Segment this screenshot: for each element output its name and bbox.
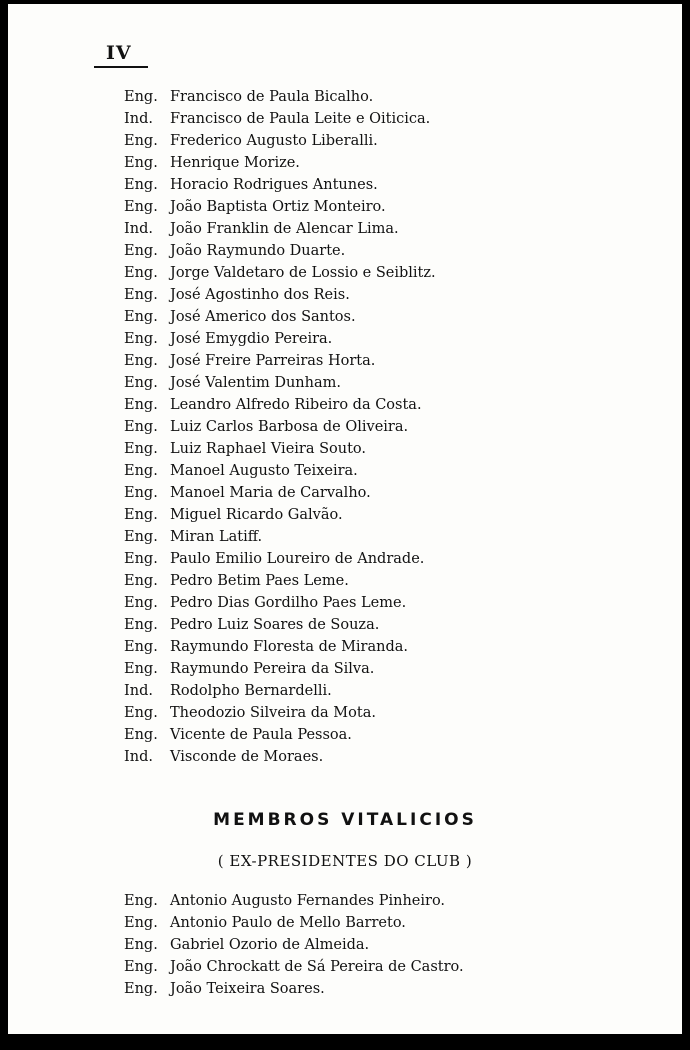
member-title: Eng. (124, 243, 158, 259)
member-title: Eng. (124, 507, 158, 523)
list-item (124, 416, 408, 438)
member-name: Pedro Betim Paes Leme. (170, 573, 349, 589)
member-title: Eng. (124, 265, 158, 281)
member-title: Eng. (124, 375, 158, 391)
member-name: Frederico Augusto Liberalli. (170, 133, 378, 149)
member-title: Ind. (124, 111, 153, 127)
member-title: Eng. (124, 727, 158, 743)
list-item (124, 978, 325, 1000)
member-name: João Teixeira Soares. (170, 981, 325, 997)
list-item (124, 934, 369, 956)
member-title: Eng. (124, 551, 158, 567)
member-name: Henrique Morize. (170, 155, 300, 171)
list-item (124, 504, 343, 526)
member-name: Gabriel Ozorio de Almeida. (170, 937, 370, 953)
member-title: Eng. (124, 133, 158, 149)
list-item (124, 284, 350, 306)
member-title: Ind. (124, 749, 153, 765)
member-name: José Valentim Dunham. (170, 375, 341, 391)
member-name: João Franklin de Alencar Lima. (170, 221, 399, 237)
member-title: Eng. (124, 595, 158, 611)
member-title: Eng. (124, 617, 158, 633)
member-name: Luiz Carlos Barbosa de Oliveira. (170, 419, 409, 435)
member-name: Manoel Maria de Carvalho. (170, 485, 371, 501)
member-name: Theodozio Silveira da Mota. (170, 705, 376, 721)
list-item (124, 196, 386, 218)
section-title: MEMBROS VITALICIOS (213, 810, 477, 830)
list-item (124, 680, 332, 702)
member-title: Eng. (124, 915, 158, 931)
list-item (124, 658, 374, 680)
member-title: Eng. (124, 353, 158, 369)
member-name: José Freire Parreiras Horta. (170, 353, 376, 369)
list-item (124, 130, 378, 152)
list-item (124, 394, 422, 416)
member-title: Eng. (124, 661, 158, 677)
list-item (124, 548, 424, 570)
member-name: Manoel Augusto Teixeira. (170, 463, 358, 479)
member-title: Ind. (124, 221, 153, 237)
member-title: Eng. (124, 485, 158, 501)
page-number: IV (106, 42, 132, 64)
member-name: José Agostinho dos Reis. (170, 287, 350, 303)
page-number-underline (94, 66, 148, 68)
member-name: Rodolpho Bernardelli. (170, 683, 332, 699)
member-name: Miguel Ricardo Galvão. (170, 507, 343, 523)
list-item (124, 108, 430, 130)
document-page (8, 4, 682, 1034)
member-name: Pedro Dias Gordilho Paes Leme. (170, 595, 407, 611)
member-title: Eng. (124, 177, 158, 193)
list-item (124, 526, 262, 548)
list-item (124, 174, 378, 196)
list-item (124, 702, 376, 724)
member-title: Eng. (124, 287, 158, 303)
member-name: Jorge Valdetaro de Lossio e Seiblitz. (170, 265, 436, 281)
list-item (124, 614, 379, 636)
list-item (124, 592, 406, 614)
list-item (124, 240, 345, 262)
member-title: Eng. (124, 199, 158, 215)
member-title: Eng. (124, 331, 158, 347)
list-item (124, 724, 352, 746)
list-item (124, 956, 464, 978)
member-name: João Chrockatt de Sá Pereira de Castro. (170, 959, 464, 975)
member-name: Francisco de Paula Bicalho. (170, 89, 374, 105)
list-item (124, 86, 373, 108)
member-title: Eng. (124, 937, 158, 953)
list-item (124, 890, 445, 912)
member-title: Eng. (124, 893, 158, 909)
member-name: Francisco de Paula Leite e Oiticica. (170, 111, 431, 127)
member-title: Eng. (124, 155, 158, 171)
list-item (124, 372, 341, 394)
member-title: Eng. (124, 959, 158, 975)
member-title: Eng. (124, 705, 158, 721)
member-title: Eng. (124, 463, 158, 479)
list-item (124, 570, 349, 592)
list-item (124, 460, 358, 482)
member-title: Eng. (124, 441, 158, 457)
member-name: Raymundo Pereira da Silva. (170, 661, 375, 677)
member-name: Raymundo Floresta de Miranda. (170, 639, 409, 655)
member-name: Visconde de Moraes. (170, 749, 324, 765)
list-item (124, 328, 332, 350)
list-item (124, 912, 406, 934)
member-name: Leandro Alfredo Ribeiro da Costa. (170, 397, 422, 413)
member-title: Ind. (124, 683, 153, 699)
member-name: Horacio Rodrigues Antunes. (170, 177, 378, 193)
member-name: Antonio Augusto Fernandes Pinheiro. (170, 893, 446, 909)
list-item (124, 482, 371, 504)
list-item (124, 262, 436, 284)
member-name: João Raymundo Duarte. (170, 243, 346, 259)
member-name: José Emygdio Pereira. (170, 331, 333, 347)
member-name: Vicente de Paula Pessoa. (170, 727, 352, 743)
member-name: Miran Latiff. (170, 529, 263, 545)
list-item (124, 350, 375, 372)
list-item (124, 218, 399, 240)
list-item (124, 438, 366, 460)
member-name: Luiz Raphael Vieira Souto. (170, 441, 367, 457)
list-item (124, 152, 300, 174)
section-subtitle: ( EX-PRESIDENTES DO CLUB ) (217, 852, 473, 870)
member-title: Eng. (124, 89, 158, 105)
member-title: Eng. (124, 573, 158, 589)
list-item (124, 306, 356, 328)
member-title: Eng. (124, 419, 158, 435)
member-name: Pedro Luiz Soares de Souza. (170, 617, 380, 633)
member-title: Eng. (124, 309, 158, 325)
member-name: José Americo dos Santos. (170, 309, 356, 325)
list-item (124, 746, 323, 768)
member-title: Eng. (124, 397, 158, 413)
list-item (124, 636, 408, 658)
member-title: Eng. (124, 529, 158, 545)
member-name: Antonio Paulo de Mello Barreto. (170, 915, 406, 931)
member-title: Eng. (124, 981, 158, 997)
member-title: Eng. (124, 639, 158, 655)
member-name: João Baptista Ortiz Monteiro. (170, 199, 386, 215)
member-name: Paulo Emilio Loureiro de Andrade. (170, 551, 425, 567)
